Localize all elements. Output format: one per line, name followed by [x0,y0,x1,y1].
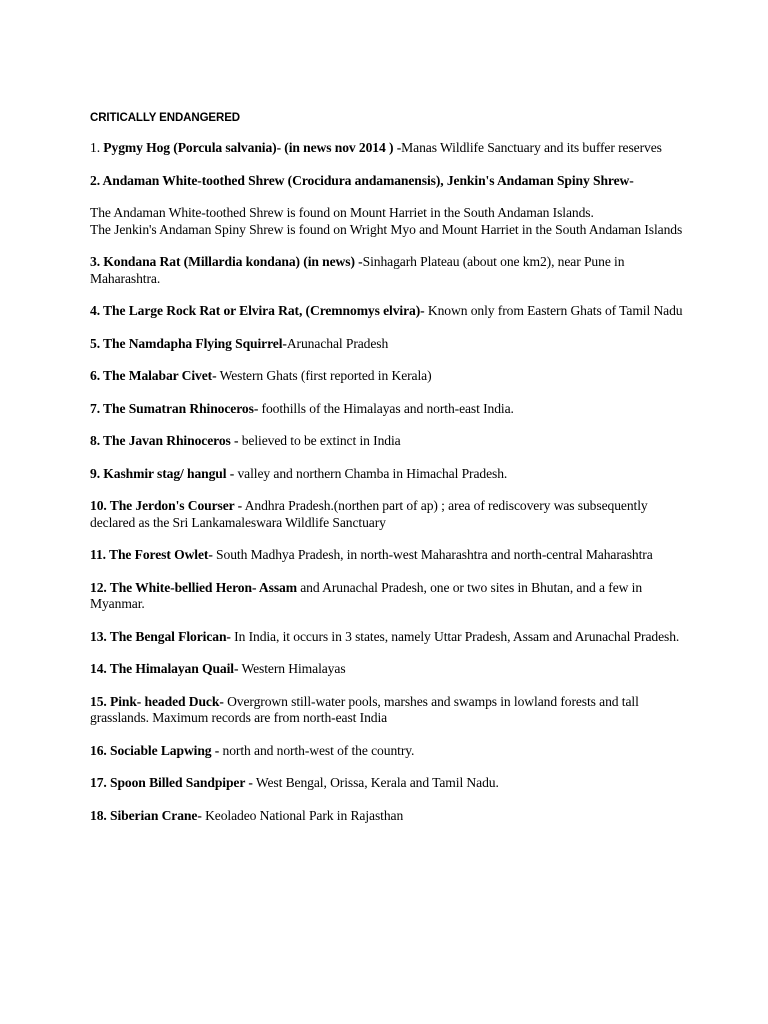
entry-17-text: West Bengal, Orissa, Kerala and Tamil Nadu. [252,775,499,790]
entry-10 [90,498,690,531]
entry-1-text: Manas Wildlife Sanctuary and its buffer reserves [401,140,662,155]
entry-17-title: 17. Spoon Billed Sandpiper - [90,775,253,790]
entry-13 [90,629,690,646]
entry-13-title: 13. The Bengal Florican- [90,628,231,644]
entry-9-text: valley and northern Chamba in Himachal Pradesh. [234,465,508,481]
entry-6-text: Western Ghats (first reported in Kerala) [216,368,432,383]
entry-16 [90,743,690,760]
entry-1-title: Pygmy Hog (Porcula salvania)- (in news nov 2014 ) - [103,140,402,155]
entry-1 [90,140,690,157]
shrew-paragraph-line-2: The Jenkin's Andaman Spiny Shrew is found on Wright Myo and Mount Harriet in the South Andaman Islands [90,221,683,237]
entry-8-text: believed to be extinct in India [238,433,401,448]
entry-14 [90,661,690,678]
entry-5-title: 5. The Namdapha Flying Squirrel- [90,335,287,351]
entry-8-title: 8. The Javan Rhinoceros - [90,433,239,448]
entry-14-text: Western Himalayas [238,661,346,676]
entry-3-title: 3. Kondana Rat (Millardia kondana) (in news) - [90,254,363,269]
entry-2-title: 2. Andaman White-toothed Shrew (Crocidura andamanensis), Jenkin's Andaman Spiny Shrew- [90,172,634,188]
entry-13-text: In India, it occurs in 3 states, namely Uttar Pradesh, Assam and Arunachal Pradesh. [230,628,680,644]
entry-7-text: foothills of the Himalayas and north-east India. [258,400,514,416]
entry-16-text: north and north-west of the country. [219,742,415,758]
shrew-paragraph [90,205,690,238]
entry-14-title: 14. The Himalayan Quail- [90,661,239,676]
entry-6 [90,368,690,385]
entry-15 [90,694,690,727]
entry-4-title: 4. The Large Rock Rat or Elvira Rat, (Cremnomys elvira)- [90,303,425,318]
entry-9-title: 9. Kashmir stag/ hangul - [90,465,235,481]
document-page [90,111,690,840]
entry-3-text: Sinhagarh Plateau (about one km2), near Pune in Maharashtra. [90,254,625,286]
entry-11-text: South Madhya Pradesh, in north-west Maharashtra and north-central Maharashtra [212,547,653,562]
entry-2 [90,173,690,190]
entry-12-text: and Arunachal Pradesh, one or two sites in Bhutan, and a few in Myanmar. [90,579,643,611]
entry-17 [90,775,690,792]
entry-16-title: 16. Sociable Lapwing - [90,742,220,758]
entry-9 [90,466,690,483]
entry-15-text: Overgrown still-water pools, marshes and swamps in lowland forests and tall grasslands. Maximum records are from north-east India [90,693,639,725]
entry-11 [90,547,690,564]
entry-12 [90,580,690,613]
entry-10-title: 10. The Jerdon's Courser - [90,498,243,513]
entry-8 [90,433,690,450]
entry-7-title: 7. The Sumatran Rhinoceros- [90,400,259,416]
entry-3 [90,254,690,287]
entry-4 [90,303,690,320]
entry-15-title: 15. Pink- headed Duck- [90,693,224,709]
entry-5 [90,336,690,353]
entry-7 [90,401,690,418]
entry-6-title: 6. The Malabar Civet- [90,368,217,383]
entry-18 [90,808,690,825]
entry-5-text: Arunachal Pradesh [286,335,389,351]
section-heading: CRITICALLY ENDANGERED [90,112,240,124]
entry-1-number: 1. [90,140,104,155]
entry-11-title: 11. The Forest Owlet- [90,547,213,562]
shrew-paragraph-line-1: The Andaman White-toothed Shrew is found on Mount Harriet in the South Andaman Islands. [90,205,594,220]
entry-18-text: Keoladeo National Park in Rajasthan [201,807,404,823]
entry-18-title: 18. Siberian Crane- [90,807,202,823]
entry-10-text: Andhra Pradesh.(northen part of ap) ; area of rediscovery was subsequently declared as the Sri Lankamaleswara Wildlife Sanctuary [90,498,648,530]
entry-12-title: 12. The White-bellied Heron- Assam [90,579,297,595]
entry-4-text: Known only from Eastern Ghats of Tamil Nadu [424,303,683,318]
